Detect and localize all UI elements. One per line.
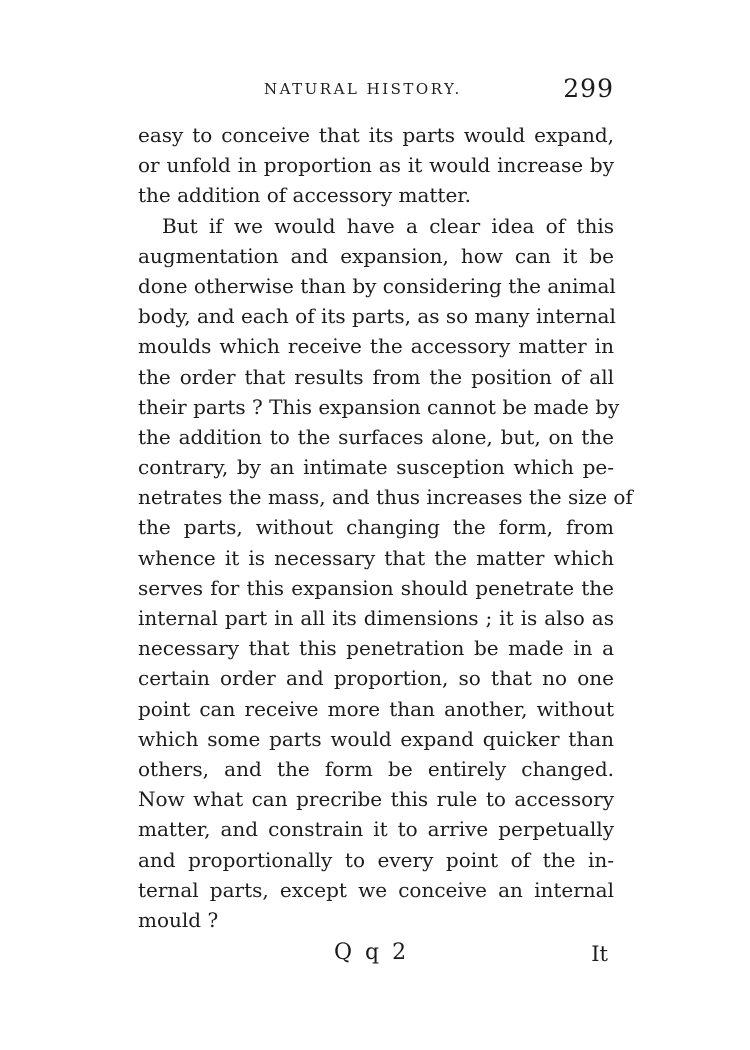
running-title: NATURAL HISTORY. (264, 80, 462, 98)
text-line: the addition to the surfaces alone, but, on the (138, 424, 614, 449)
text-line: the order that results from the position of all (138, 364, 614, 389)
text-line: contrary, by an intimate susception which pe- (138, 455, 614, 480)
text-line: and proportionally to every point of the in- (138, 847, 614, 872)
text-line: necessary that this penetration be made in a (138, 636, 614, 661)
text-line: their parts ? This expansion cannot be made by (138, 394, 620, 419)
text-line: matter, and constrain it to arrive perpetually (138, 817, 614, 842)
text-line: or unfold in proportion as it would increase by (138, 153, 614, 178)
page-number: 299 (563, 74, 614, 103)
text-line: ternal parts, except we conceive an internal (138, 877, 614, 902)
text-line: mould ? (138, 907, 219, 932)
text-line: the addition of accessory matter. (138, 183, 472, 208)
text-line: Now what can precribe this rule to accessory (138, 787, 614, 812)
text-line: body, and each of its parts, as so many internal (138, 304, 616, 329)
text-line: augmentation and expansion, how can it be (138, 243, 614, 268)
text-line: internal part in all its dimensions ; it is also as (138, 606, 614, 630)
body-text (138, 120, 633, 935)
text-line: the parts, without changing the form, from (138, 515, 614, 540)
text-line: But if we would have a clear idea of this (162, 213, 614, 238)
text-line: netrates the mass, and thus increases the size of (138, 485, 633, 510)
signature-mark: Q q 2 (334, 940, 410, 965)
catchword: It (591, 942, 608, 966)
text-line: point can receive more than another, without (138, 696, 614, 721)
text-line: whence it is necessary that the matter which (138, 545, 614, 570)
page-footer (138, 940, 614, 980)
text-line: certain order and proportion, so that no one (138, 666, 614, 691)
text-line: done otherwise than by considering the animal (138, 273, 616, 298)
text-line: easy to conceive that its parts would expand, (138, 123, 614, 147)
text-line: others, and the form be entirely changed. (138, 756, 614, 781)
text-line: which some parts would expand quicker than (138, 726, 614, 751)
running-head (138, 74, 614, 114)
text-line: serves for this expansion should penetrate the (138, 575, 614, 600)
text-line: moulds which receive the accessory matter in (138, 334, 614, 359)
